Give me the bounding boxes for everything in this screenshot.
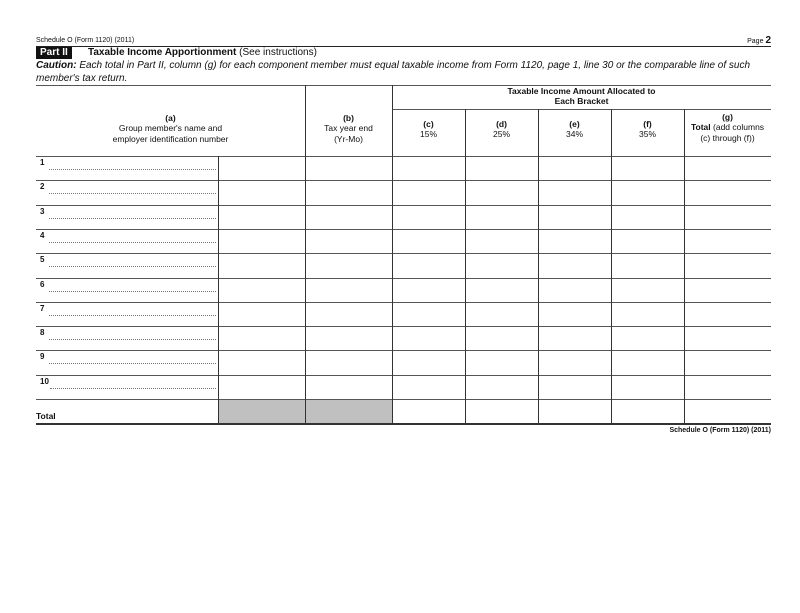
- column-g-line2: (c) through (f)): [700, 133, 755, 143]
- row-9-cell-b[interactable]: [305, 350, 392, 374]
- row-2-cell-f[interactable]: [611, 180, 684, 204]
- caution-text: [36, 59, 776, 85]
- column-b-letter: (b): [343, 113, 354, 123]
- row-8-cell-f[interactable]: [611, 326, 684, 350]
- row-2-cell-e[interactable]: [538, 180, 611, 204]
- bracket-group-header-2: Each Bracket: [554, 96, 609, 106]
- row-3-cell-e[interactable]: [538, 205, 611, 229]
- row-1-cell-g[interactable]: [684, 156, 771, 180]
- row-3-cell-b[interactable]: [305, 205, 392, 229]
- column-b-line2: (Yr-Mo): [334, 134, 363, 144]
- row-4-cell-ein[interactable]: [218, 229, 305, 253]
- row-1-cell-b[interactable]: [305, 156, 392, 180]
- page-prefix: Page: [747, 38, 764, 45]
- total-cell-f[interactable]: [611, 399, 684, 423]
- row-number: 8: [40, 328, 45, 338]
- member-name-field[interactable]: [49, 291, 216, 292]
- member-name-field[interactable]: [49, 218, 216, 219]
- row-10-cell-b[interactable]: [305, 375, 392, 399]
- column-c-line1: 15%: [419, 129, 437, 139]
- row-5-cell-e[interactable]: [538, 253, 611, 277]
- row-4-cell-e[interactable]: [538, 229, 611, 253]
- row-4-cell-f[interactable]: [611, 229, 684, 253]
- row-7-cell-e[interactable]: [538, 302, 611, 326]
- row-4-cell-d[interactable]: [465, 229, 538, 253]
- row-8-cell-g[interactable]: [684, 326, 771, 350]
- column-e-letter: (e): [569, 119, 580, 129]
- member-name-field[interactable]: [49, 169, 216, 170]
- row-number: 5: [40, 255, 45, 265]
- row-1-cell-f[interactable]: [611, 156, 684, 180]
- column-c-letter: (c): [423, 119, 434, 129]
- row-5-cell-f[interactable]: [611, 253, 684, 277]
- row-2-cell-d[interactable]: [465, 180, 538, 204]
- member-name-field[interactable]: [49, 193, 216, 194]
- row-5-cell-g[interactable]: [684, 253, 771, 277]
- column-a-line2: employer identification number: [112, 134, 229, 144]
- row-number: 1: [40, 158, 45, 167]
- row-3-cell-f[interactable]: [611, 205, 684, 229]
- member-name-field[interactable]: [49, 315, 216, 316]
- row-9-cell-ein[interactable]: [218, 350, 305, 374]
- row-10-cell-c[interactable]: [392, 375, 465, 399]
- column-g-line1: (add columns: [713, 122, 765, 132]
- total-label: Total: [36, 411, 56, 421]
- row-6-cell-e[interactable]: [538, 278, 611, 302]
- caution-body: Each total in Part II, column (g) for each component member must equal taxable income from Form 1120, page 1, line 30 or the comparable line of such member's tax return.: [36, 60, 751, 84]
- column-f-letter: (f): [643, 119, 652, 129]
- apportionment-table: [36, 85, 771, 423]
- part-title-note: (See instructions): [239, 47, 317, 58]
- row-8-cell-d[interactable]: [465, 326, 538, 350]
- row-8-cell-c[interactable]: [392, 326, 465, 350]
- row-9-cell-e[interactable]: [538, 350, 611, 374]
- part-label: Part II: [36, 47, 72, 59]
- row-9-cell-d[interactable]: [465, 350, 538, 374]
- row-number: 6: [40, 279, 45, 289]
- column-g-letter: (g): [722, 112, 733, 122]
- row-5-cell-b[interactable]: [305, 253, 392, 277]
- row-6-cell-b[interactable]: [305, 278, 392, 302]
- row-6-cell-c[interactable]: [392, 278, 465, 302]
- total-cell-e[interactable]: [538, 399, 611, 423]
- row-7-cell-b[interactable]: [305, 302, 392, 326]
- member-name-field[interactable]: [49, 242, 216, 243]
- row-number: 10: [40, 376, 49, 386]
- page-number-value: 2: [765, 35, 771, 46]
- row-10-cell-e[interactable]: [538, 375, 611, 399]
- member-name-field[interactable]: [49, 339, 216, 340]
- column-e-line1: 34%: [565, 129, 583, 139]
- row-9-cell-f[interactable]: [611, 350, 684, 374]
- row-8-cell-ein[interactable]: [218, 326, 305, 350]
- column-b-line1: Tax year end: [324, 123, 373, 133]
- total-cell-c[interactable]: [392, 399, 465, 423]
- column-d-letter: (d): [496, 119, 507, 129]
- footer-form-reference: Schedule O (Form 1120) (2011): [669, 427, 771, 434]
- row-5-cell-ein[interactable]: [218, 253, 305, 277]
- part-title-text: Taxable Income Apportionment: [88, 47, 237, 58]
- table-bottom-border: [36, 423, 771, 425]
- bracket-group-header: Taxable Income Amount Allocated to: [507, 86, 656, 96]
- row-6-cell-f[interactable]: [611, 278, 684, 302]
- row-2-cell-g[interactable]: [684, 180, 771, 204]
- row-7-cell-g[interactable]: [684, 302, 771, 326]
- row-3-cell-ein[interactable]: [218, 205, 305, 229]
- row-1-cell-e[interactable]: [538, 156, 611, 180]
- row-1-cell-c[interactable]: [392, 156, 465, 180]
- member-name-field[interactable]: [50, 388, 216, 389]
- row-2-cell-c[interactable]: [392, 180, 465, 204]
- row-9-cell-g[interactable]: [684, 350, 771, 374]
- row-number: 4: [40, 230, 45, 240]
- row-number: 2: [40, 182, 45, 192]
- row-4-cell-b[interactable]: [305, 229, 392, 253]
- column-g-label: [684, 122, 771, 133]
- row-5-cell-d[interactable]: [465, 253, 538, 277]
- total-cell-g[interactable]: [684, 399, 771, 423]
- column-a-letter: (a): [165, 113, 176, 123]
- row-3-cell-c[interactable]: [392, 205, 465, 229]
- row-5-cell-c[interactable]: [392, 253, 465, 277]
- row-number: 7: [40, 303, 45, 313]
- row-8-cell-b[interactable]: [305, 326, 392, 350]
- row-4-cell-c[interactable]: [392, 229, 465, 253]
- row-10-cell-f[interactable]: [611, 375, 684, 399]
- row-10-cell-ein[interactable]: [218, 375, 305, 399]
- bracket-header-divider: [392, 109, 771, 110]
- form-reference: Schedule O (Form 1120) (2011): [36, 37, 135, 44]
- caution-label: Caution:: [36, 60, 77, 71]
- row-6-cell-ein[interactable]: [218, 278, 305, 302]
- row-number: 3: [40, 206, 45, 216]
- row-10-cell-g[interactable]: [684, 375, 771, 399]
- column-f-line1: 35%: [638, 129, 656, 139]
- column-a-line1: Group member's name and: [118, 123, 223, 133]
- member-name-field[interactable]: [49, 363, 216, 364]
- row-7-cell-d[interactable]: [465, 302, 538, 326]
- total-cell-d[interactable]: [465, 399, 538, 423]
- row-7-cell-c[interactable]: [392, 302, 465, 326]
- page-number: [747, 35, 771, 46]
- row-3-cell-d[interactable]: [465, 205, 538, 229]
- part-title: [88, 47, 317, 59]
- column-g-bold: Total: [690, 122, 711, 132]
- row-3-cell-g[interactable]: [684, 205, 771, 229]
- row-number: 9: [40, 352, 45, 362]
- row-6-cell-d[interactable]: [465, 278, 538, 302]
- row-7-cell-f[interactable]: [611, 302, 684, 326]
- row-10-cell-d[interactable]: [465, 375, 538, 399]
- row-1-cell-d[interactable]: [465, 156, 538, 180]
- column-d-line1: 25%: [492, 129, 510, 139]
- row-6-cell-g[interactable]: [684, 278, 771, 302]
- member-name-field[interactable]: [49, 266, 216, 267]
- row-2-cell-b[interactable]: [305, 180, 392, 204]
- row-2-cell-ein[interactable]: [218, 180, 305, 204]
- row-4-cell-g[interactable]: [684, 229, 771, 253]
- row-9-cell-c[interactable]: [392, 350, 465, 374]
- row-8-cell-e[interactable]: [538, 326, 611, 350]
- row-7-cell-ein[interactable]: [218, 302, 305, 326]
- row-1-cell-ein[interactable]: [218, 156, 305, 180]
